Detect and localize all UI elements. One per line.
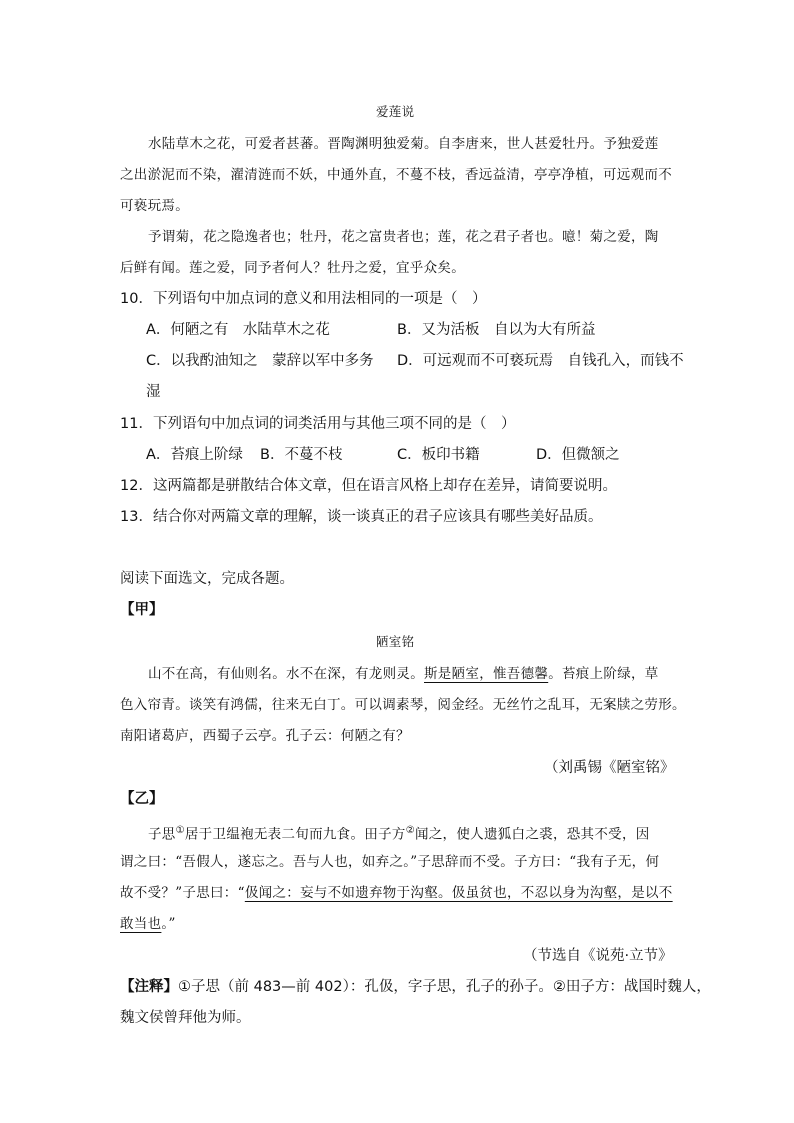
footnote-mark-2: ②	[405, 825, 415, 836]
yi-line1-mid: 居于卫缊袍无表二旬而九食。田子方	[184, 826, 406, 843]
yi-line1	[148, 821, 650, 845]
footnote-mark-1: ①	[175, 825, 185, 836]
annotation-line1	[120, 977, 711, 997]
jia-line1-start: 山不在高，有仙则名。水不在深，有龙则灵。	[148, 666, 424, 682]
yi-line4	[120, 914, 176, 934]
ailian-p1-line3: 可亵玩焉。	[120, 198, 189, 214]
ailian-title: 爱莲说	[376, 104, 415, 119]
q11-option-b: B．不蔓不枝	[260, 447, 343, 463]
q10-option-b: B．又为活板 自以为大有所益	[397, 322, 596, 338]
yi-line3-start: 故不受？”子思曰：“	[120, 885, 245, 901]
annotation-text1: ①子思（前 483—前 402）：孔伋，字子思，孔子的孙子。②田子方：战国时魏人，	[178, 979, 711, 995]
jia-source: （刘禹锡《陋室铭》	[544, 760, 675, 776]
yi-line3	[120, 883, 673, 903]
question-10: 10．下列语句中加点词的意义和用法相同的一项是（ ）	[120, 291, 487, 307]
jia-line3: 南阳诸葛庐，西蜀子云亭。孔子云：何陋之有？	[120, 728, 410, 744]
ailian-p2-line1: 予谓菊，花之隐逸者也；牡丹，花之富贵者也；莲，花之君子者也。噫！菊之爱，陶	[148, 229, 659, 245]
jia-title: 陋室铭	[376, 634, 415, 649]
jia-line2: 色入帘青。谈笑有鸿儒，往来无白丁。可以调素琴，阅金经。无丝竹之乱耳，无案牍之劳形。	[120, 697, 686, 713]
yi-line1-end: 闻之，使人遗狐白之裘，恐其不受，因	[414, 826, 650, 843]
yi-source: （节选自《说苑·立节》	[523, 948, 673, 964]
yi-line4-end: 。”	[161, 916, 176, 932]
question-13: 13．结合你对两篇文章的理解，谈一谈真正的君子应该具有哪些美好品质。	[120, 509, 603, 525]
jia-label: 【甲】	[120, 602, 164, 618]
annotation-line2: 魏文侯曾拜他为师。	[120, 1010, 251, 1026]
q10-option-d-cont: 湿	[146, 384, 161, 400]
jia-line1-end: 。苔痕上阶绿，草	[548, 666, 659, 682]
yi-line1-start: 子思	[148, 826, 176, 843]
q11-option-a: A．苔痕上阶绿	[146, 447, 243, 463]
q10-option-d: D．可远观而不可亵玩焉 自钱孔入，而钱不	[397, 353, 684, 369]
q10-option-c: C．以我酌油知之 蒙辞以军中多务	[146, 353, 374, 369]
annotation-label: 【注释】	[120, 979, 178, 995]
q10-option-a: A．何陋之有 水陆草木之花	[146, 322, 330, 338]
ailian-p2-line2: 后鲜有闻。莲之爱，同予者何人？牡丹之爱，宜乎众矣。	[120, 260, 465, 276]
yi-underlined-sentence: 伋闻之：妄与不如遗弃物于沟壑。伋虽贫也，不忍以身为沟壑，是以不	[244, 885, 673, 901]
yi-underlined-end: 敢当也	[120, 916, 162, 932]
question-11: 11．下列语句中加点词的词类活用与其他三项不同的是（ ）	[120, 416, 516, 432]
q11-option-c: C．板印书籍	[397, 447, 480, 463]
ailian-p1-line2: 之出淤泥而不染，濯清涟而不妖，中通外直，不蔓不枝，香远益清，亭亭净植，可远观而不	[120, 167, 672, 183]
jia-underlined-sentence: 斯是陋室，惟吾德馨	[424, 666, 549, 682]
question-12: 12．这两篇都是骈散结合体文章，但在语言风格上却存在差异，请简要说明。	[120, 478, 617, 494]
yi-line2: 谓之曰：“吾假人，遂忘之。吾与人也，如弃之。”子思辞而不受。子方曰：“我有子无，何	[120, 854, 660, 870]
jia-line1	[148, 664, 659, 684]
section-intro: 阅读下面选文，完成各题。	[120, 571, 294, 587]
ailian-p1-line1: 水陆草木之花，可爱者甚蕃。晋陶渊明独爱菊。自李唐来，世人甚爱牡丹。予独爱莲	[148, 136, 659, 152]
yi-label: 【乙】	[120, 791, 164, 807]
q11-option-d: D．但微颔之	[536, 447, 620, 463]
